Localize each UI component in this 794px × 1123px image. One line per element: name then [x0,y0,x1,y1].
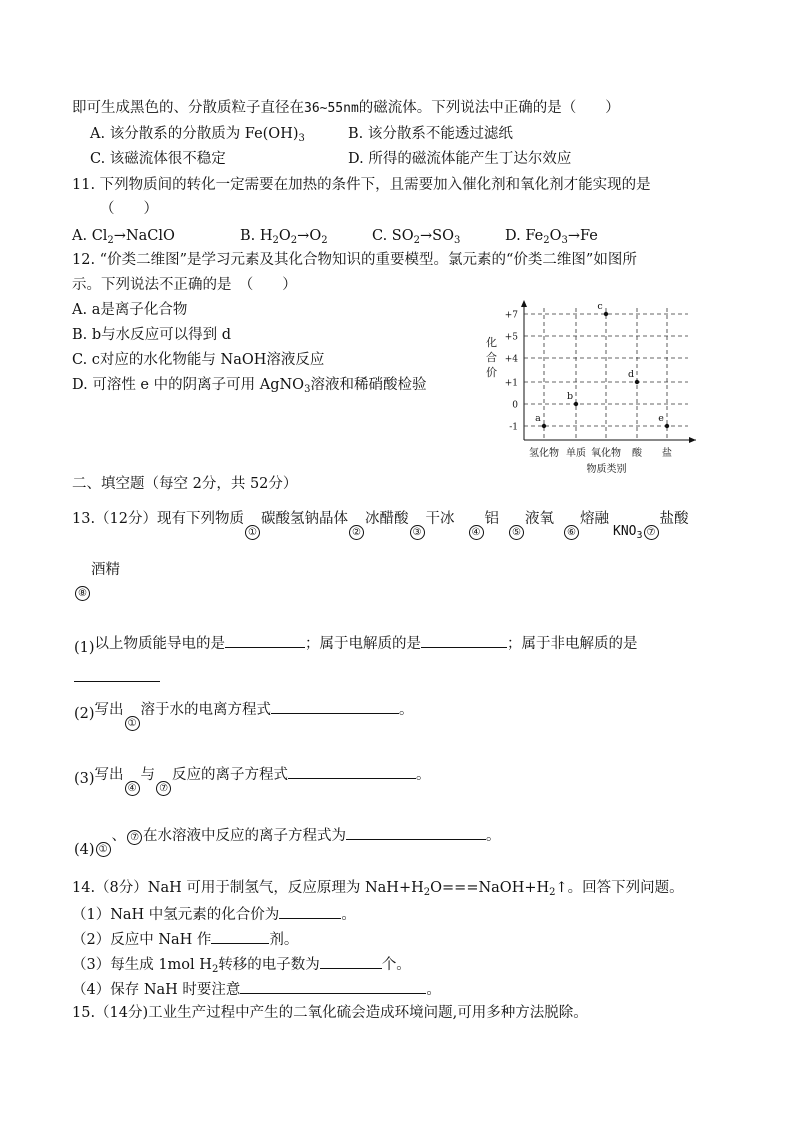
q14-head-a: 14.（8分）NaH 可用于制氢气，反应原理为 NaH+H [72,880,424,896]
num-1: ① [245,525,260,540]
data-point [635,380,639,384]
q13-p3-a: 写出 [94,767,124,783]
q13-p2-b: 溶于水的电离方程式 [140,702,272,718]
data-point [574,402,578,406]
section-2-title: 二、填空题（每空 2分，共 52分） [72,476,298,492]
q14-s1-end: 。 [341,907,356,923]
q13-p3-label: (3) [74,771,95,787]
y-tick-label: +7 [504,310,518,321]
q10-option-c[interactable]: C. 该磁流体很不稳定 [90,151,226,167]
q11-option-b[interactable] [240,226,328,251]
q10-option-b[interactable]: B. 该分散系不能透过滤纸 [348,126,513,142]
y-tick-label: +1 [504,378,518,389]
q13-item-5: 液氧 [525,511,555,527]
q14-stem [72,878,684,903]
q11-paren: （ ） [100,201,158,217]
q12-option-a[interactable]: A. a是离子化合物 [72,302,188,318]
point-label: a [535,413,541,424]
q13-p1-b: ；属于电解质的是 [305,636,422,652]
x-tick-label: 酸 [632,448,642,459]
num-6: ⑥ [564,525,579,540]
q14-s1: （1）NaH 中氢元素的化合价为 [72,907,280,923]
q14-s3-sub: 2 [211,964,219,975]
q10-option-a-sub: 3 [298,133,305,144]
num-3: ③ [410,525,425,540]
x-axis-label: 物质类别 [586,464,627,475]
y-axis-label: 化 [486,336,497,349]
q13-p1-a: 以上物质能导电的是 [94,636,226,652]
q14-s3-b: 转移的电子数为 [218,957,320,973]
q13-p2-a: 写出 [94,702,124,718]
q11-d-m: O [549,228,562,244]
q12-option-d[interactable] [72,375,426,400]
kno3-sub: 3 [636,530,643,541]
num-1-ref: ① [125,716,140,731]
point-label: b [566,391,574,402]
q11-d-r: →Fe [567,228,598,244]
q12-d-pre: D. 可溶性 e 中的阴离子可用 AgNO [72,377,305,393]
q15-stem: 15.（14分)工业生产过程中产生的二氧化硫会造成环境问题,可用多种方法脱除。 [72,1005,588,1021]
q13-p3-blank[interactable] [288,763,416,779]
q11-d-t: D. Fe [505,228,544,244]
num-7: ⑦ [644,525,659,540]
q11-b-s1: 2 [272,235,279,246]
q14-s1-blank[interactable] [279,903,341,919]
q13-p1-label: (1) [74,640,95,656]
q13-p3-c: 反应的离子方程式 [172,767,289,783]
q13-p4-end: 。 [486,828,501,844]
q13-p3-end: 。 [416,767,431,783]
q11-b-s3: 2 [321,235,328,246]
q10-option-a[interactable] [90,124,305,149]
y-tick-label: -1 [509,422,518,433]
point-label: c [597,301,603,312]
q13-p4-label: (4) [74,842,95,858]
q11-option-c[interactable] [372,226,460,251]
q13-item-8-line [74,562,120,601]
q13-item-6: 熔融 [580,511,610,527]
y-axis-label: 合 [486,351,497,364]
q14-part-4 [72,978,441,1000]
q11-a-s: 2 [107,235,114,246]
q13-item-3: 干冰 [425,511,455,527]
q14-head-sub2: 2 [549,887,556,898]
q11-stem: 11. 下列物质间的转化一定需要在加热的条件下，且需要加入催化剂和氧化剂才能实现的是 [72,177,651,193]
q13-item-7-text: 盐酸 [659,511,689,527]
q10-stem-b: 36~55nm [304,101,359,116]
num-7-ref: ⑦ [156,781,171,796]
valence-class-chart [478,298,718,478]
data-point [542,424,546,428]
q13-item-8: 酒精 [91,562,120,578]
q11-b-s2: 2 [290,235,298,246]
q12-option-c[interactable]: C. c对应的水化物能与 NaOH溶液反应 [72,352,325,368]
num-1-ref2: ① [96,842,111,857]
q13-part-1 [74,632,638,654]
q11-c-a: →SO [420,228,454,244]
q14-head-sub1: 2 [423,887,431,898]
point-label: e [658,413,664,424]
q13-p4-a: 、 [111,828,127,844]
q13-part-2 [74,698,414,731]
q13-p4-blank[interactable] [346,824,486,840]
q12-d-sub: 3 [304,384,311,395]
x-tick-label: 盐 [662,448,672,459]
q13-head: 13.（12分）现有下列物质 [72,511,245,527]
q11-c-s1: 2 [413,235,420,246]
x-tick-label: 单质 [566,448,586,459]
q13-p2-end: 。 [399,702,414,718]
q14-s2-blank[interactable] [211,928,269,944]
q11-d-s2: 3 [561,235,568,246]
q13-item-4: 铝 [484,511,500,527]
y-tick-label: +5 [504,332,518,343]
q13-part-4 [74,824,501,857]
q14-s2: （2）反应中 NaH 作 [72,932,212,948]
q13-p1-blank-1[interactable] [225,632,305,648]
q14-part-3 [72,953,411,980]
q11-c-t: C. SO [372,228,414,244]
q10-stem [72,98,620,119]
q10-option-a-text: A. 该分散系的分散质为 Fe(OH) [90,126,299,142]
q11-b-a: →O [297,228,322,244]
q14-part-2 [72,928,298,950]
q14-s4-blank[interactable] [240,978,426,994]
q11-c-s2: 3 [453,235,461,246]
x-axis-arrow [689,437,696,443]
x-tick-label: 氢化物 [529,448,559,459]
data-point [604,312,608,316]
y-tick-label: +4 [504,354,518,365]
q13-part-3 [74,763,431,796]
q11-a-r: →NaClO [113,228,175,244]
kno3 [613,524,643,539]
q13-p4-b: 在水溶液中反应的离子方程式为 [143,828,347,844]
q11-option-a[interactable] [72,226,175,251]
q13-item-2: 冰醋酸 [365,511,409,527]
q14-s4: （4）保存 NaH 时要注意 [72,982,241,998]
q12-stem-2: 示。下列说法不正确的是 （ ） [72,277,297,293]
q10-option-d[interactable]: D. 所得的磁流体能产生丁达尔效应 [348,151,572,167]
q13-p2-label: (2) [74,706,95,722]
q13-p1-c: ；属于非电解质的是 [507,636,638,652]
q13-p1-blank-3[interactable] [74,666,160,682]
y-axis-arrow [521,300,527,307]
q13-stem [72,508,689,540]
q14-part-1 [72,903,356,925]
point-label: d [627,369,635,380]
kno3-text: KNO [613,524,637,539]
q10-stem-c: 的磁流体。下列说法中正确的是（ ） [358,100,620,116]
num-2: ② [349,525,364,540]
num-7-ref2: ⑦ [127,830,142,845]
q14-head-c: ↑。回答下列问题。 [555,880,684,896]
q10-stem-a: 即可生成黑色的、分散质粒子直径在 [72,100,304,116]
q13-p3-b: 与 [140,767,156,783]
q14-s3-a: （3）每生成 1mol H [72,957,212,973]
y-axis-label: 价 [486,366,497,379]
q13-item-1: 碳酸氢钠晶体 [261,511,349,527]
q11-b-t: B. H [240,228,273,244]
x-tick-label: 氧化物 [591,448,621,459]
q12-d-post: 溶液和稀硝酸检验 [310,377,427,393]
num-4: ④ [469,525,484,540]
q14-s3-end: 个。 [381,957,411,973]
q14-head-b: O===NaOH+H [430,880,550,896]
q12-option-b[interactable]: B. b与水反应可以得到 d [72,327,232,343]
q13-p1-blank-2[interactable] [421,632,507,648]
q12-stem-1: 12. “价类二维图”是学习元素及其化合物知识的重要模型。氯元素的“价类二维图”如图所 [72,252,637,268]
q11-option-d[interactable] [505,226,598,251]
q13-p2-blank[interactable] [271,698,399,714]
q14-s3-blank[interactable] [320,953,382,969]
q11-a-t: A. Cl [72,228,108,244]
data-point [665,424,669,428]
q14-s4-end: 。 [426,982,441,998]
num-5: ⑤ [509,525,524,540]
y-tick-label: 0 [512,400,518,411]
q14-s2-end: 剂。 [269,932,299,948]
q11-b-m: O [278,228,291,244]
q11-d-s1: 2 [543,235,550,246]
num-8: ⑧ [75,586,90,601]
num-4-ref: ④ [125,781,140,796]
